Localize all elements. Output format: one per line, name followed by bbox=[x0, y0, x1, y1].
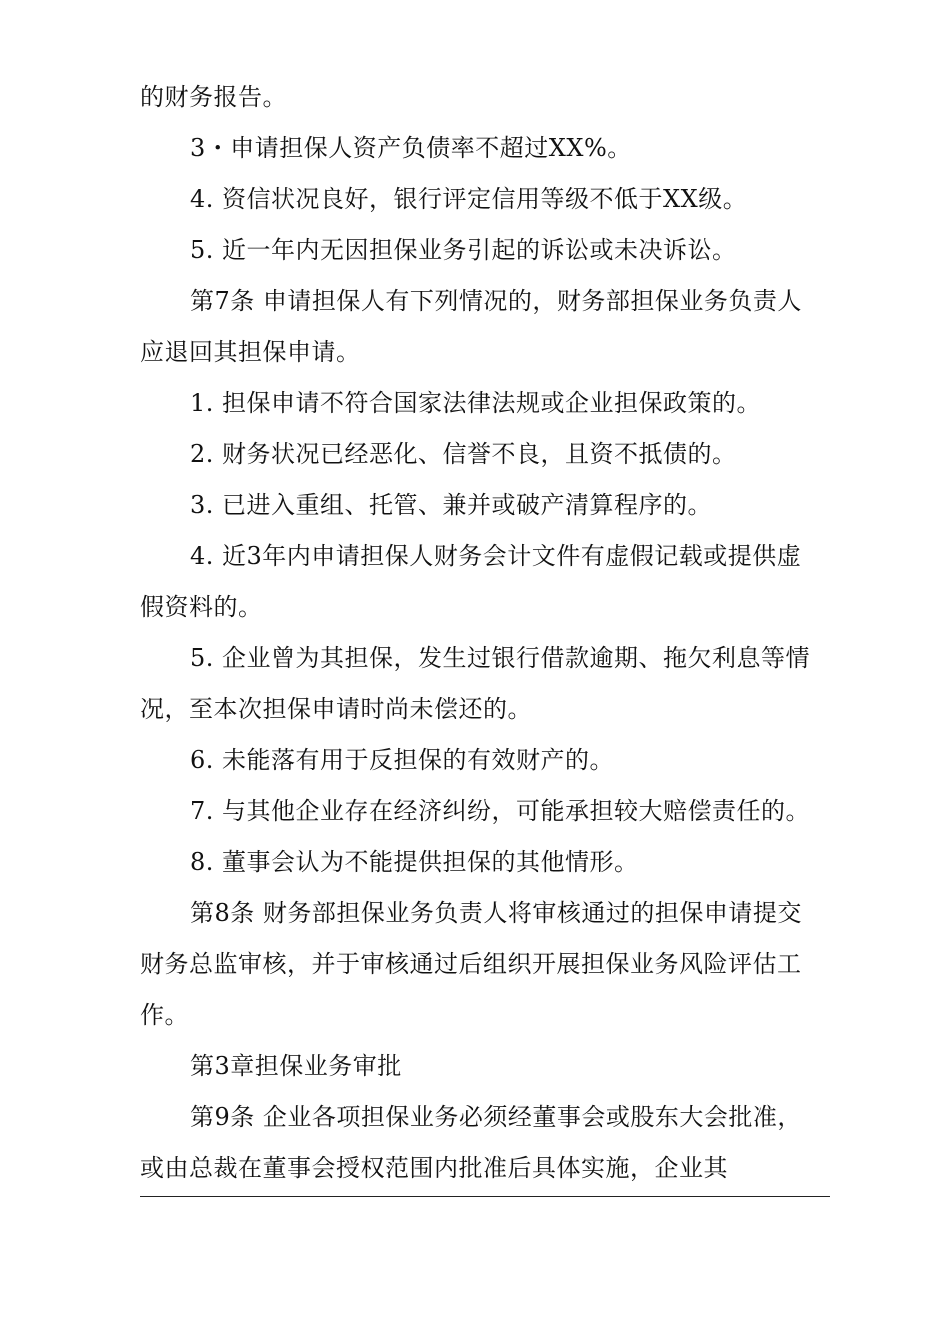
text-line-19: 作。 bbox=[140, 1001, 189, 1029]
text-line-16: 8. 董事会认为不能提供担保的其他情形。 bbox=[190, 848, 639, 876]
text-line-22: 或由总裁在董事会授权范围内批准后具体实施，企业其 bbox=[140, 1154, 728, 1182]
text-line-12: 5. 企业曾为其担保，发生过银行借款逾期、拖欠利息等情 bbox=[190, 644, 811, 672]
text-line-3: 4. 资信状况良好，银行评定信用等级不低于XX级。 bbox=[190, 185, 748, 213]
text-line-8: 2. 财务状况已经恶化、信誉不良，且资不抵债的。 bbox=[190, 440, 737, 468]
text-line-15: 7. 与其他企业存在经济纠纷，可能承担较大赔偿责任的。 bbox=[190, 797, 811, 825]
text-line-7: 1. 担保申请不符合国家法律法规或企业担保政策的。 bbox=[190, 389, 762, 417]
text-line-14: 6. 未能落有用于反担保的有效财产的。 bbox=[190, 746, 615, 774]
text-line-2: 3・申请担保人资产负债率不超过XX%。 bbox=[190, 134, 632, 162]
article-9-heading: 第9条 企业各项担保业务必须经董事会或股东大会批准， bbox=[190, 1103, 802, 1131]
text-line-1: 的财务报告。 bbox=[140, 83, 287, 111]
text-line-4: 5. 近一年内无因担保业务引起的诉讼或未决诉讼。 bbox=[190, 236, 737, 264]
text-line-13: 况，至本次担保申请时尚未偿还的。 bbox=[140, 695, 532, 723]
article-8-heading: 第8条 财务部担保业务负责人将审核通过的担保申请提交 bbox=[190, 899, 802, 927]
footer-divider bbox=[140, 1196, 830, 1197]
text-line-9: 3. 已进入重组、托管、兼并或破产清算程序的。 bbox=[190, 491, 713, 519]
document-body bbox=[140, 72, 830, 1194]
chapter-3-heading: 第3章担保业务审批 bbox=[190, 1052, 402, 1080]
text-line-11: 假资料的。 bbox=[140, 593, 263, 621]
article-7-heading: 第7条 申请担保人有下列情况的，财务部担保业务负责人 bbox=[190, 287, 802, 315]
text-line-10: 4. 近3年内申请担保人财务会计文件有虚假记载或提供虚 bbox=[190, 542, 802, 570]
text-line-18: 财务总监审核，并于审核通过后组织开展担保业务风险评估工 bbox=[140, 950, 802, 978]
text-line-6: 应退回其担保申请。 bbox=[140, 338, 361, 366]
